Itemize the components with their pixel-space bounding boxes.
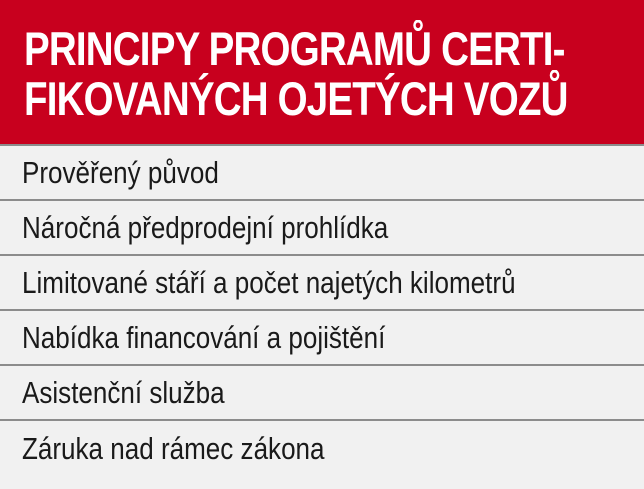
list-item [0, 311, 644, 366]
list-item [0, 146, 644, 201]
list-item [0, 366, 644, 421]
list-item-label: Nabídka financování a pojištění [22, 319, 386, 355]
list-item-label: Prověřený původ [22, 154, 219, 190]
list-item-label: Náročná předprodejní prohlídka [22, 209, 389, 245]
list-item-label: Asistenční služba [22, 374, 225, 410]
panel-header [0, 0, 644, 144]
list-item [0, 256, 644, 311]
panel-title-line-1: PRINCIPY PROGRAMŮ CERTI- [24, 22, 565, 75]
principles-list [0, 144, 644, 476]
list-item-label: Záruka nad rámec zákona [22, 430, 325, 466]
list-item [0, 421, 644, 476]
panel-title-line-2: FIKOVANÝCH OJETÝCH VOZŮ [24, 72, 568, 125]
list-item-label: Limitované stáří a počet najetých kilometrů [22, 264, 516, 300]
list-item [0, 201, 644, 256]
